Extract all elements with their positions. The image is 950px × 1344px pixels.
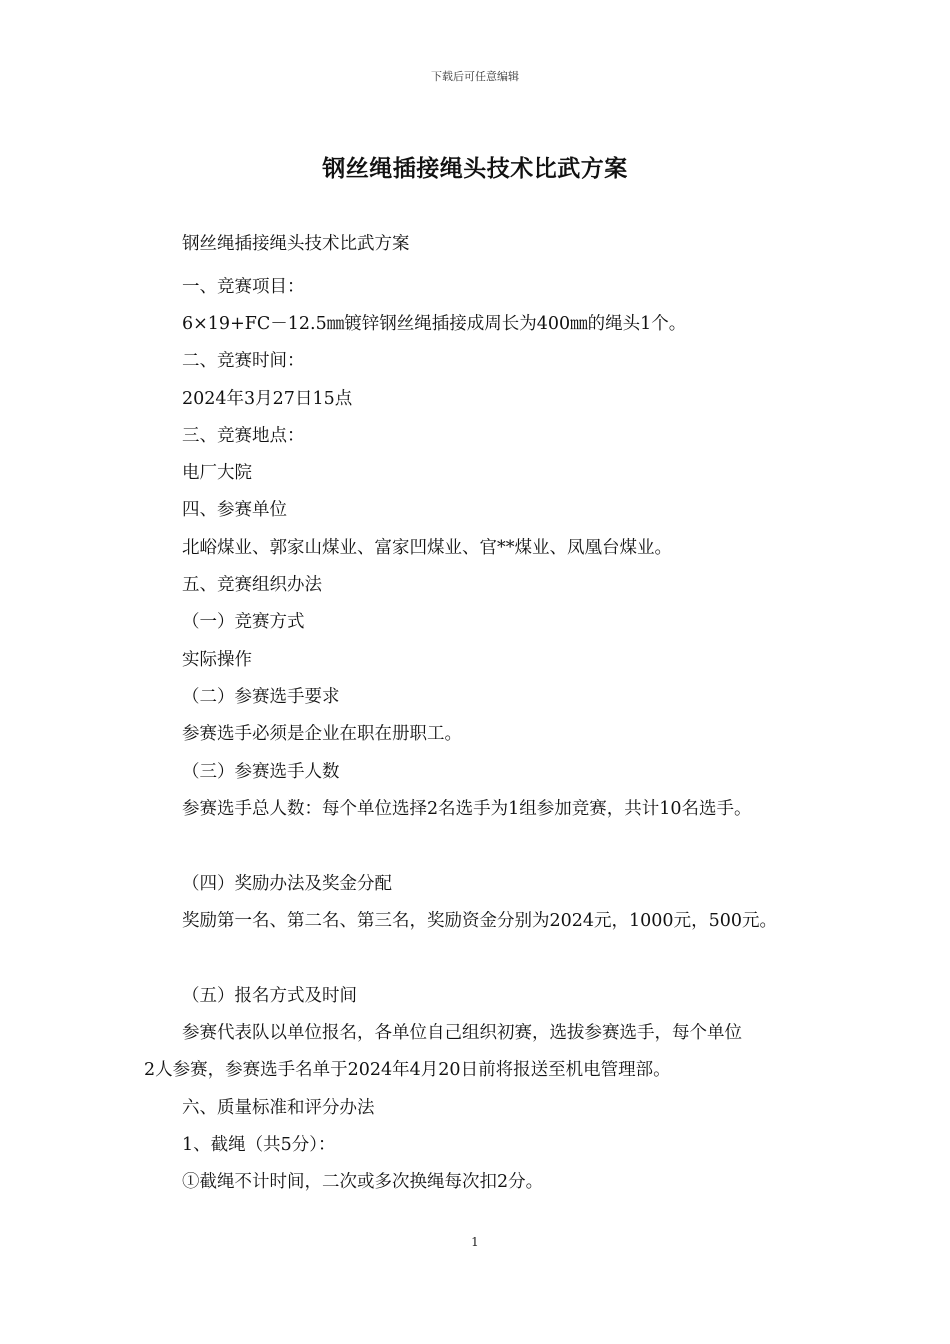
section-heading: 六、质量标准和评分办法 xyxy=(182,1098,375,1118)
body-paragraph: 参赛代表队以单位报名，各单位自己组织初赛，选拔参赛选手，每个单位 xyxy=(182,1023,742,1043)
body-paragraph: 实际操作 xyxy=(182,650,252,670)
list-item: ①截绳不计时间，二次或多次换绳每次扣2分。 xyxy=(182,1172,544,1192)
page-header: 下载后可任意编辑 xyxy=(431,70,519,83)
body-paragraph: 奖励第一名、第二名、第三名，奖励资金分别为2024元，1000元，500元。 xyxy=(182,911,777,931)
subsection-heading: （三）参赛选手人数 xyxy=(182,762,340,782)
section-heading: 五、竞赛组织办法 xyxy=(182,575,322,595)
section-heading: 一、竞赛项目： xyxy=(182,277,305,297)
list-item: 1、截绳（共5分）： xyxy=(182,1135,336,1155)
page-number: 1 xyxy=(471,1235,479,1249)
body-paragraph: 2024年3月27日15点 xyxy=(182,389,353,409)
body-paragraph: 北峪煤业、郭家山煤业、富家凹煤业、官**煤业、凤凰台煤业。 xyxy=(182,538,672,558)
body-paragraph: 钢丝绳插接绳头技术比武方案 xyxy=(182,234,410,254)
subsection-heading: （四）奖励办法及奖金分配 xyxy=(182,874,392,894)
body-paragraph: 2人参赛，参赛选手名单于2024年4月20日前将报送至机电管理部。 xyxy=(144,1060,671,1080)
subsection-heading: （二）参赛选手要求 xyxy=(182,687,340,707)
subsection-heading: （一）竞赛方式 xyxy=(182,612,305,632)
section-heading: 四、参赛单位 xyxy=(182,500,287,520)
subsection-heading: （五）报名方式及时间 xyxy=(182,986,357,1006)
body-paragraph: 参赛选手总人数：每个单位选择2名选手为1组参加竞赛，共计10名选手。 xyxy=(182,799,752,819)
section-heading: 二、竞赛时间： xyxy=(182,351,305,371)
body-paragraph: 电厂大院 xyxy=(182,463,252,483)
body-paragraph: 6×19+FC－12.5㎜镀锌钢丝绳插接成周长为400㎜的绳头1个。 xyxy=(182,314,687,334)
document-title: 钢丝绳插接绳头技术比武方案 xyxy=(322,155,628,182)
body-paragraph: 参赛选手必须是企业在职在册职工。 xyxy=(182,724,462,744)
section-heading: 三、竞赛地点： xyxy=(182,426,305,446)
